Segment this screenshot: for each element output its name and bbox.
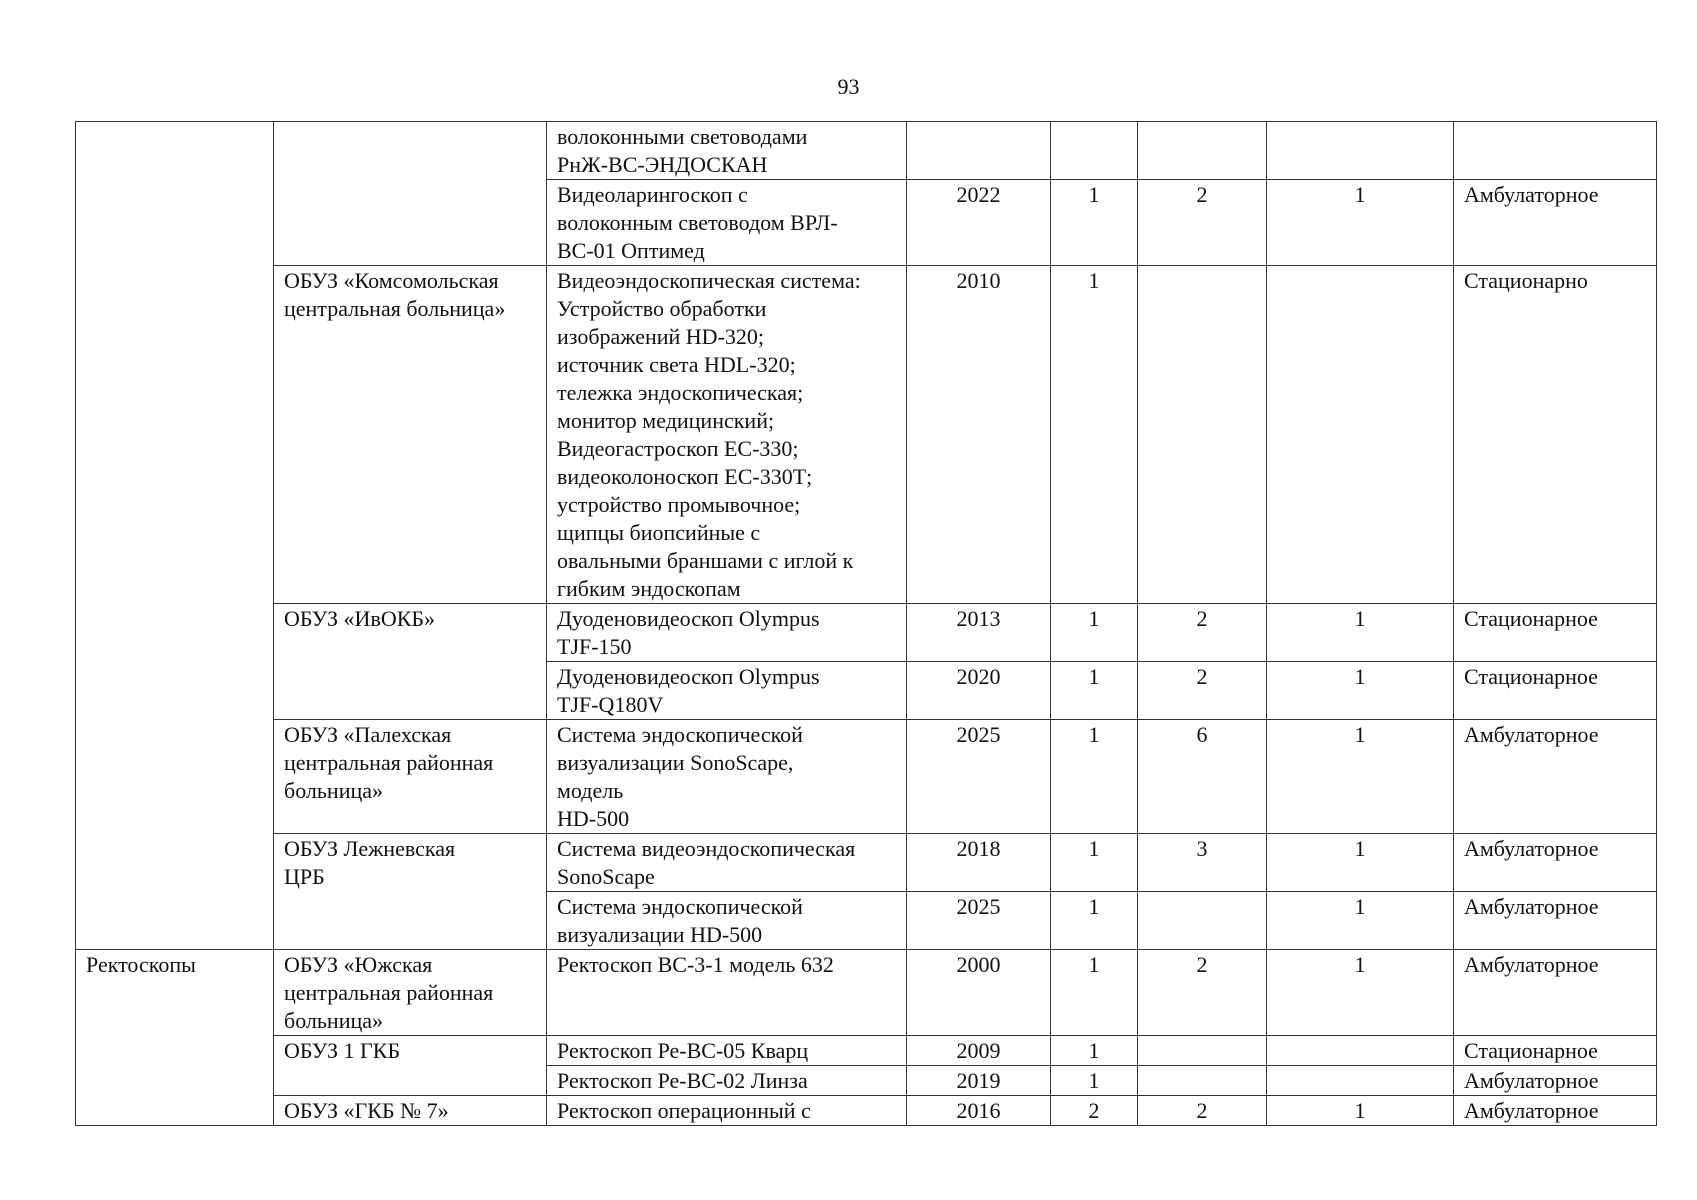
col6-cell: 1 — [1267, 662, 1454, 720]
qty-cell: 1 — [1051, 604, 1138, 662]
col5-cell — [1138, 1066, 1267, 1096]
org-cell: ОБУЗ «ГКБ № 7» — [274, 1096, 547, 1126]
table-row — [76, 1096, 1657, 1126]
year-cell: 2018 — [907, 834, 1051, 892]
col5-cell: 3 — [1138, 834, 1267, 892]
col5-cell: 2 — [1138, 662, 1267, 720]
year-cell: 2010 — [907, 266, 1051, 604]
type-cell: Амбулаторное — [1454, 834, 1657, 892]
org-cell: ОБУЗ Лежневская ЦРБ — [274, 834, 547, 950]
type-cell: Стационарно — [1454, 266, 1657, 604]
table-row — [76, 950, 1657, 1036]
type-cell: Амбулаторное — [1454, 892, 1657, 950]
category-cell: Ректоскопы — [76, 950, 274, 1126]
equipment-cell: волоконными световодами РнЖ-ВС-ЭНДОСКАН — [547, 122, 907, 180]
col5-cell — [1138, 892, 1267, 950]
qty-cell: 1 — [1051, 180, 1138, 266]
equipment-cell: Дуоденовидеоскоп Olympus TJF-Q180V — [547, 662, 907, 720]
table-row — [76, 720, 1657, 834]
col5-cell — [1138, 1036, 1267, 1066]
year-cell: 2025 — [907, 892, 1051, 950]
table-row — [76, 604, 1657, 662]
org-cell: ОБУЗ «Комсомольская центральная больница» — [274, 266, 547, 604]
equipment-cell: Видеоларингоскоп с волоконным световодом ВРЛ- ВС-01 Оптимед — [547, 180, 907, 266]
year-cell — [907, 122, 1051, 180]
year-cell: 2025 — [907, 720, 1051, 834]
page-number: 93 — [837, 74, 860, 99]
year-cell: 2009 — [907, 1036, 1051, 1066]
equipment-cell: Ректоскоп Ре-ВС-05 Кварц — [547, 1036, 907, 1066]
org-cell: ОБУЗ «Южская центральная районная больница» — [274, 950, 547, 1036]
year-cell: 2022 — [907, 180, 1051, 266]
qty-cell: 1 — [1051, 266, 1138, 604]
year-cell: 2019 — [907, 1066, 1051, 1096]
col5-cell: 2 — [1138, 180, 1267, 266]
equipment-cell: Дуоденовидеоскоп Olympus TJF-150 — [547, 604, 907, 662]
col6-cell — [1267, 1066, 1454, 1096]
qty-cell: 1 — [1051, 834, 1138, 892]
table-row — [76, 266, 1657, 604]
equipment-cell: Ректоскоп Ре-ВС-02 Линза — [547, 1066, 907, 1096]
col6-cell: 1 — [1267, 720, 1454, 834]
col5-cell — [1138, 122, 1267, 180]
equipment-table — [75, 121, 1657, 1126]
qty-cell: 1 — [1051, 1066, 1138, 1096]
col6-cell: 1 — [1267, 604, 1454, 662]
qty-cell: 1 — [1051, 662, 1138, 720]
year-cell: 2013 — [907, 604, 1051, 662]
equipment-cell: Ректоскоп операционный с — [547, 1096, 907, 1126]
qty-cell: 1 — [1051, 720, 1138, 834]
col6-cell: 1 — [1267, 180, 1454, 266]
col6-cell: 1 — [1267, 1096, 1454, 1126]
col6-cell: 1 — [1267, 834, 1454, 892]
equipment-cell: Система эндоскопической визуализации HD-500 — [547, 892, 907, 950]
qty-cell: 1 — [1051, 1036, 1138, 1066]
qty-cell — [1051, 122, 1138, 180]
type-cell: Амбулаторное — [1454, 1096, 1657, 1126]
type-cell: Амбулаторное — [1454, 950, 1657, 1036]
table-row — [76, 834, 1657, 892]
equipment-cell: Система видеоэндоскопическая SonoScape — [547, 834, 907, 892]
category-cell — [76, 122, 274, 950]
type-cell: Стационарное — [1454, 662, 1657, 720]
col6-cell — [1267, 266, 1454, 604]
col5-cell — [1138, 266, 1267, 604]
org-cell — [274, 122, 547, 266]
col5-cell: 2 — [1138, 604, 1267, 662]
equipment-cell: Система эндоскопической визуализации SonoScape, модель HD-500 — [547, 720, 907, 834]
type-cell — [1454, 122, 1657, 180]
type-cell: Амбулаторное — [1454, 180, 1657, 266]
qty-cell: 2 — [1051, 1096, 1138, 1126]
type-cell: Амбулаторное — [1454, 1066, 1657, 1096]
col5-cell: 2 — [1138, 1096, 1267, 1126]
table-row — [76, 122, 1657, 180]
year-cell: 2016 — [907, 1096, 1051, 1126]
col5-cell: 2 — [1138, 950, 1267, 1036]
col6-cell — [1267, 122, 1454, 180]
col5-cell: 6 — [1138, 720, 1267, 834]
type-cell: Стационарное — [1454, 1036, 1657, 1066]
type-cell: Стационарное — [1454, 604, 1657, 662]
col6-cell — [1267, 1036, 1454, 1066]
equipment-cell: Видеоэндоскопическая система: Устройство обработки изображений HD-320; источник света HDL-320; тележка эндоскопическая; монитор медицинский; Видеогастроскоп ЕС-330; видеоколоноскоп ЕС-330Т; устройство промывочное; щипцы биопсийные с овальными браншами с иглой к гибким эндоскопам — [547, 266, 907, 604]
org-cell: ОБУЗ «ИвОКБ» — [274, 604, 547, 720]
table-row — [76, 1036, 1657, 1066]
col6-cell: 1 — [1267, 950, 1454, 1036]
qty-cell: 1 — [1051, 950, 1138, 1036]
col6-cell: 1 — [1267, 892, 1454, 950]
org-cell: ОБУЗ 1 ГКБ — [274, 1036, 547, 1096]
org-cell: ОБУЗ «Палехская центральная районная больница» — [274, 720, 547, 834]
equipment-cell: Ректоскоп ВС-3-1 модель 632 — [547, 950, 907, 1036]
year-cell: 2020 — [907, 662, 1051, 720]
type-cell: Амбулаторное — [1454, 720, 1657, 834]
qty-cell: 1 — [1051, 892, 1138, 950]
year-cell: 2000 — [907, 950, 1051, 1036]
